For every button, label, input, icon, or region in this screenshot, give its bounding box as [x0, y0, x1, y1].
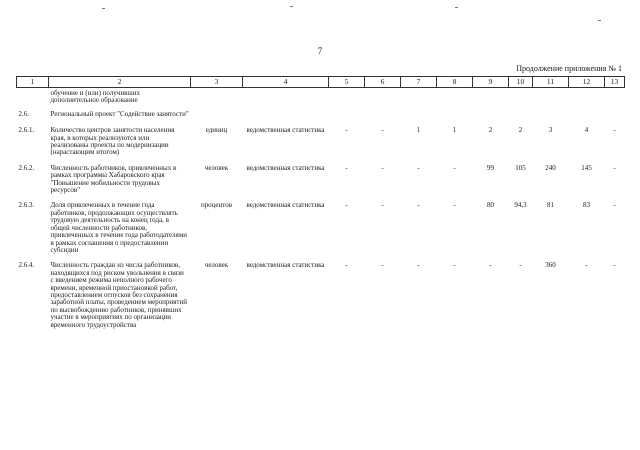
value-cell: 83	[583, 201, 590, 210]
scan-speck	[455, 7, 458, 8]
unit: процентов	[200, 201, 233, 210]
scan-speck	[290, 6, 293, 7]
indicator-name: Количество центров занятости населения края, в которых реализуются или реализованы проекты по модернизации (нарастающим итогом)	[50, 126, 175, 157]
value-cell: -	[345, 261, 348, 270]
column-header: 12	[569, 77, 605, 88]
data-source: ведомственная статистика	[246, 261, 325, 270]
section-number: 2.6.	[18, 109, 29, 118]
value-cell: -	[613, 261, 616, 270]
column-header: 3	[191, 77, 243, 88]
table-row	[17, 197, 625, 257]
value-cell: 2	[488, 126, 493, 135]
appendix-continuation-note: Продолжение приложения № 1	[516, 64, 622, 73]
value-cell: 99	[487, 163, 494, 172]
page-number: 7	[317, 46, 323, 56]
table-row	[17, 122, 625, 160]
indicators-table	[16, 76, 625, 332]
value-cell: -	[453, 163, 456, 172]
data-source: ведомственная статистика	[246, 201, 325, 210]
row-number: 2.6.2.	[18, 163, 35, 172]
value-cell: 94,3	[514, 201, 527, 210]
column-header: 1	[17, 77, 49, 88]
value-cell: 105	[515, 163, 526, 172]
value-cell: -	[417, 201, 420, 210]
data-source: ведомственная статистика	[246, 163, 325, 172]
value-cell: 360	[545, 261, 556, 270]
unit: единиц	[205, 126, 228, 135]
value-cell: 240	[545, 163, 556, 172]
row-number: 2.6.4.	[18, 261, 35, 270]
value-cell: -	[613, 201, 616, 210]
column-header: 11	[533, 77, 569, 88]
value-cell: -	[381, 261, 384, 270]
value-cell: -	[345, 163, 348, 172]
continued-row	[17, 88, 625, 106]
unit: человек	[204, 261, 229, 270]
value-cell: -	[613, 126, 616, 135]
column-header: 5	[329, 77, 365, 88]
column-header: 4	[243, 77, 329, 88]
value-cell: 3	[548, 126, 553, 135]
column-header: 6	[365, 77, 401, 88]
table-row	[17, 257, 625, 332]
value-cell: -	[345, 126, 348, 135]
value-cell: -	[381, 126, 384, 135]
scan-speck	[102, 8, 105, 9]
column-header: 13	[605, 77, 625, 88]
value-cell: -	[453, 261, 456, 270]
column-header: 10	[509, 77, 533, 88]
value-cell: 81	[547, 201, 554, 210]
continued-text: обучение и (или) получивших дополнительное образование	[50, 89, 141, 105]
value-cell: 1	[416, 126, 421, 135]
value-cell: -	[519, 261, 522, 270]
value-cell: 1	[452, 126, 457, 135]
value-cell: -	[613, 163, 616, 172]
column-header: 2	[49, 77, 191, 88]
unit: человек	[204, 163, 229, 172]
row-number: 2.6.3.	[18, 201, 35, 210]
indicator-name: Численность работников, привлеченных в рамках программы Хабаровского края "Повышение мобильности трудовых ресурсов"	[50, 163, 177, 195]
value-cell: -	[381, 163, 384, 172]
indicator-name: Доля привлеченных в течение года работников, продолжающих осуществлять трудовую деятельность на конец года, в общей численности работников, привлеченных в течение года работодателями в рамках соглашения о предоставлении субсидии	[50, 201, 188, 254]
data-source: ведомственная статистика	[246, 126, 325, 135]
table-row	[17, 160, 625, 198]
section-row	[17, 106, 625, 122]
value-cell: -	[417, 261, 420, 270]
column-number-header-row	[17, 77, 625, 88]
column-header: 9	[473, 77, 509, 88]
row-number: 2.6.1.	[18, 126, 35, 135]
value-cell: -	[453, 201, 456, 210]
value-cell: 80	[487, 201, 494, 210]
value-cell: 4	[584, 126, 589, 135]
column-header: 8	[437, 77, 473, 88]
value-cell: -	[489, 261, 492, 270]
scan-speck	[598, 20, 601, 21]
value-cell: -	[417, 163, 420, 172]
value-cell: -	[381, 201, 384, 210]
indicator-name: Численность граждан из числа работников, находящихся под риском увольнения в связи с введением режима неполного рабочего времени, временной приостановкой работ, предоставлением отпусков без сохранения заработной платы, проведением мероприятий по высвобождению работников, принявших участие в мероприятиях по организации временного трудоустройства	[50, 261, 187, 329]
section-title: Региональный проект "Содействие занятости"	[50, 109, 189, 118]
value-cell: 2	[518, 126, 523, 135]
column-header: 7	[401, 77, 437, 88]
value-cell: -	[345, 201, 348, 210]
value-cell: -	[585, 261, 588, 270]
value-cell: 145	[581, 163, 592, 172]
